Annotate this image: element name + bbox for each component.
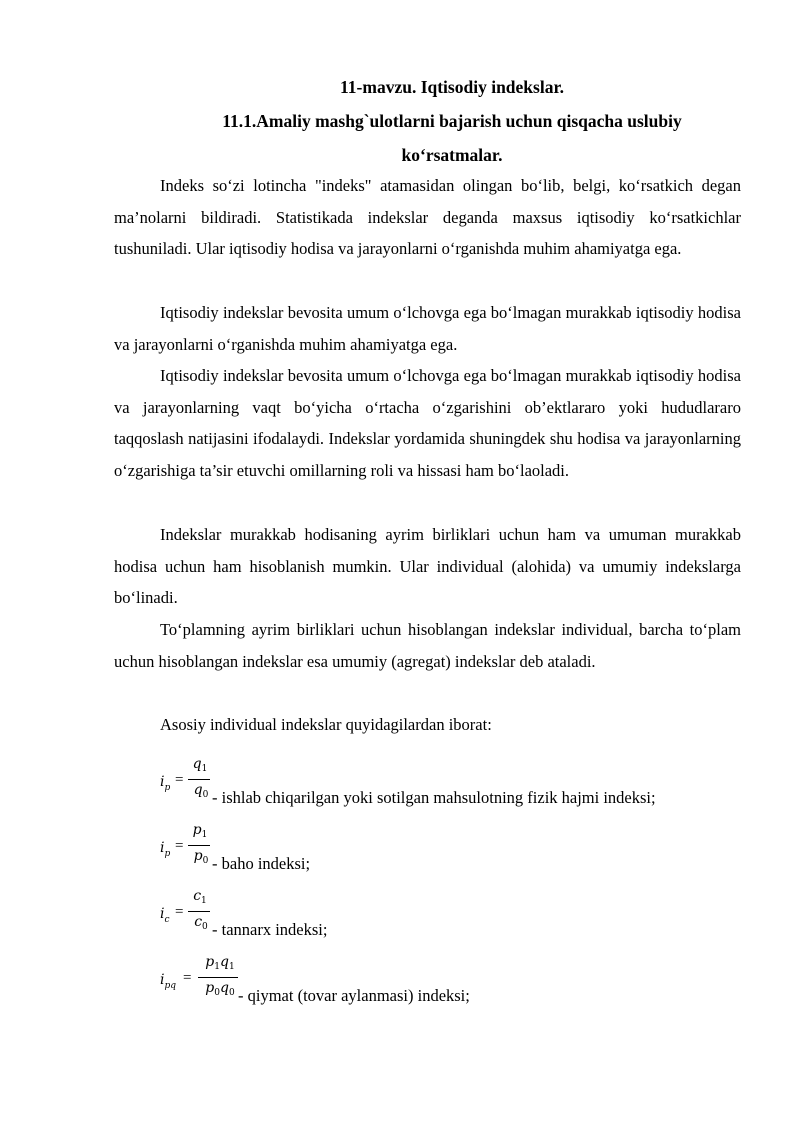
paragraph-6: Asosiy individual indekslar quyidagilardan iborat: <box>160 715 492 734</box>
formula-numerator: $p_1$ <box>192 822 208 840</box>
formula-physical-volume-index: $i_p$ = $q_1$ $q_0$ - ishlab chiqarilgan yoki sotilgan mahsulotning fizik hajmi indeksi; <box>160 756 656 807</box>
fraction-bar <box>188 911 210 912</box>
subtitle-heading-line2: ko‘rsatmalar. <box>401 145 503 165</box>
formula-lhs: $i_p$ <box>160 774 171 793</box>
formula-lhs: $i_p$ <box>160 840 171 859</box>
formula-cost-index: $i_c$ = $c_1$ $c_0$ - tannarx indeksi; <box>160 888 328 939</box>
formula-description: - baho indeksi; <box>212 854 311 873</box>
formula-numerator: $c_1$ <box>193 888 207 906</box>
paragraph-5: To‘plamning ayrim birliklari uchun hisoblangan indekslar individual, barcha to‘plam uchun hisoblangan indekslar esa umumiy (agregat) indekslar deb ataladi. <box>114 620 741 671</box>
fraction-bar <box>198 977 238 978</box>
formula-price-index: $i_p$ = $p_1$ $p_0$ - baho indeksi; <box>160 822 311 873</box>
paragraph-1: Indeks so‘zi lotincha "indeks" atamasidan olingan bo‘lib, belgi, ko‘rsatkich degan ma’nolarni bildiradi. Statistikada indekslar deganda maxsus iqtisodiy ko‘rsatkichlar tushuniladi. Ular iqtisodiy hodisa va jarayonlarni o‘rganishda muhim ahamiyatga ega. <box>114 176 741 259</box>
formula-denominator: $q_0$ <box>193 782 209 800</box>
formula-numerator: $p_1q_1$ <box>205 954 235 972</box>
paragraph-3: Iqtisodiy indekslar bevosita umum o‘lchovga ega bo‘lmagan murakkab iqtisodiy hodisa va jarayonlarning vaqt bo‘yicha o‘rtacha o‘zgarishini ob’ektlararo yoki hududlararo taqqoslash natijasini ifodalaydi. Indekslar yordamida shuningdek shu hodisa va jarayonlarning o‘zgarishiga ta’sir etuvchi omillarning roli va hissasi ham bo‘laoladi. <box>114 366 741 480</box>
formula-denominator: $p_0q_0$ <box>205 980 235 998</box>
formula-lhs: $i_c$ <box>160 906 170 925</box>
formula-numerator: $q_1$ <box>192 756 208 774</box>
paragraph-4: Indekslar murakkab hodisaning ayrim birliklari uchun ham va umuman murakkab hodisa uchun ham hisoblanish mumkin. Ular individual (alohida) va umumiy indekslarga bo‘linadi. <box>114 525 741 608</box>
formula-description: - qiymat (tovar aylanmasi) indeksi; <box>238 986 470 1005</box>
formula-lhs: $i_{pq}$ <box>160 972 177 991</box>
fraction-bar <box>188 779 210 780</box>
formula-description: - tannarx indeksi; <box>212 920 328 939</box>
paragraph-2: Iqtisodiy indekslar bevosita umum o‘lchovga ega bo‘lmagan murakkab iqtisodiy hodisa va jarayonlarni o‘rganishda muhim ahamiyatga ega. <box>114 303 741 354</box>
formula-description: - ishlab chiqarilgan yoki sotilgan mahsulotning fizik hajmi indeksi; <box>212 788 656 807</box>
formula-denominator: $c_0$ <box>194 914 208 932</box>
subtitle-heading-line1: 11.1.Amaliy mashg`ulotlarni bajarish uchun qisqacha uslubiy <box>222 111 682 131</box>
fraction-bar <box>188 845 210 846</box>
topic-heading: 11-mavzu. Iqtisodiy indekslar. <box>340 77 564 97</box>
formula-denominator: $p_0$ <box>193 848 209 866</box>
formula-value-index: $i_{pq}$ = $p_1q_1$ $p_0q_0$ - qiymat (tovar aylanmasi) indeksi; <box>160 954 470 1005</box>
